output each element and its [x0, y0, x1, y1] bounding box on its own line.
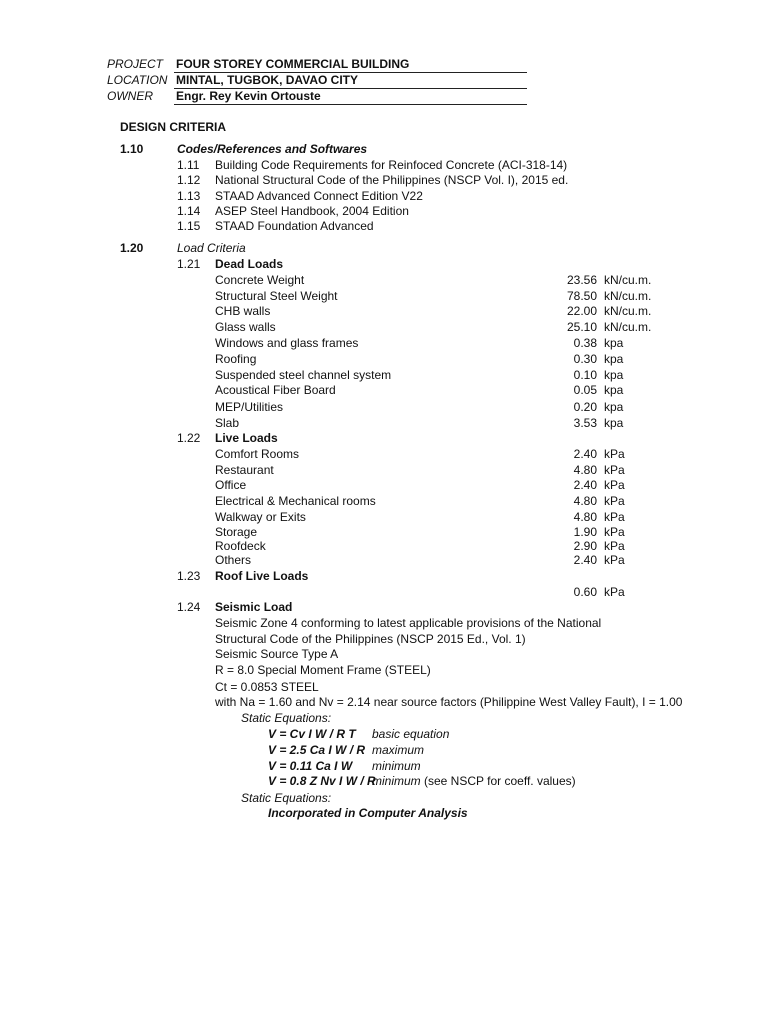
load-item-unit: kPa — [604, 525, 625, 539]
load-item-value: 2.40 — [573, 447, 597, 461]
equation-description: maximum — [372, 743, 425, 757]
seismic-text-line: Seismic Source Type A — [215, 647, 339, 661]
load-item-unit: kpa — [604, 336, 624, 350]
equation-description: minimum — [372, 759, 421, 773]
load-item-unit: kN/cu.m. — [604, 304, 652, 318]
load-item-unit: kPa — [604, 539, 625, 553]
load-item-value: 23.56 — [566, 273, 597, 287]
equation-description: minimum — [372, 774, 421, 788]
load-item-name: Walkway or Exits — [215, 510, 306, 524]
project-value: FOUR STOREY COMMERCIAL BUILDING — [176, 57, 410, 71]
load-item-value: 0.60 — [573, 585, 597, 599]
load-item-name: Comfort Rooms — [215, 447, 300, 461]
static-equations-label: Static Equations: — [241, 791, 332, 805]
subsection-number: 1.24 — [177, 600, 201, 614]
subsection-heading: Dead Loads — [215, 257, 284, 271]
equation-description: basic equation — [372, 727, 450, 741]
load-item-value: 4.80 — [573, 463, 597, 477]
location-value: MINTAL, TUGBOK, DAVAO CITY — [176, 73, 358, 87]
location-label: LOCATION — [107, 73, 168, 87]
load-item-name: Suspended steel channel system — [215, 368, 392, 382]
subsection-number: 1.21 — [177, 257, 201, 271]
equation: V = 2.5 Ca I W / R — [268, 743, 366, 757]
list-item: ASEP Steel Handbook, 2004 Edition — [215, 204, 409, 218]
seismic-text-line: Structural Code of the Philippines (NSCP 2015 Ed., Vol. 1) — [215, 632, 526, 646]
load-item-unit: kpa — [604, 400, 624, 414]
load-item-value: 2.40 — [573, 478, 597, 492]
load-item-name: Office — [215, 478, 247, 492]
list-item: STAAD Advanced Connect Edition V22 — [215, 189, 423, 203]
load-item-value: 4.80 — [573, 510, 597, 524]
load-item-name: Windows and glass frames — [215, 336, 359, 350]
list-item-number: 1.14 — [177, 204, 201, 218]
list-item-number: 1.11 — [177, 158, 200, 172]
owner-value: Engr. Rey Kevin Ortouste — [176, 89, 321, 103]
subsection-number: 1.22 — [177, 431, 201, 445]
load-item-value: 0.30 — [573, 352, 597, 366]
load-item-value: 4.80 — [573, 494, 597, 508]
list-item: National Structural Code of the Philippines (NSCP Vol. I), 2015 ed. — [215, 173, 569, 187]
seismic-text-line: with Na = 1.60 and Nv = 2.14 near source factors (Philippine West Valley Fault), I = 1.00 — [215, 695, 683, 709]
equation: V = Cv I W / R T — [268, 727, 356, 741]
load-item-unit: kN/cu.m. — [604, 273, 652, 287]
subsection-heading: Seismic Load — [215, 600, 293, 614]
seismic-text-line: R = 8.0 Special Moment Frame (STEEL) — [215, 663, 431, 677]
list-item-number: 1.12 — [177, 173, 201, 187]
load-item-unit: kN/cu.m. — [604, 320, 652, 334]
subsection-heading: Live Loads — [215, 431, 278, 445]
equation: V = 0.11 Ca I W — [268, 759, 353, 773]
project-label: PROJECT — [107, 57, 164, 71]
section-number: 1.20 — [120, 241, 144, 255]
section-heading: Codes/References and Softwares — [177, 142, 368, 156]
load-item-value: 78.50 — [566, 289, 597, 303]
seismic-text-line: Seismic Zone 4 conforming to latest applicable provisions of the National — [215, 616, 602, 630]
load-item-unit: kPa — [604, 494, 625, 508]
header-divider — [174, 104, 527, 105]
load-item-value: 0.38 — [573, 336, 597, 350]
load-item-name: CHB walls — [215, 304, 271, 318]
list-item: STAAD Foundation Advanced — [215, 219, 374, 233]
static-equations-label: Static Equations: — [241, 711, 332, 725]
equation-note: (see NSCP for coeff. values) — [424, 774, 576, 788]
load-item-value: 2.40 — [573, 553, 597, 567]
load-item-unit: kpa — [604, 383, 624, 397]
load-item-unit: kPa — [604, 553, 625, 567]
subsection-heading: Roof Live Loads — [215, 569, 309, 583]
seismic-text-line: Ct = 0.0853 STEEL — [215, 680, 319, 694]
load-item-value: 22.00 — [566, 304, 597, 318]
load-item-name: Storage — [215, 525, 258, 539]
document-title: DESIGN CRITERIA — [120, 120, 227, 134]
load-item-value: 2.90 — [573, 539, 597, 553]
section-heading: Load Criteria — [177, 241, 246, 255]
list-item-number: 1.13 — [177, 189, 201, 203]
load-item-unit: kPa — [604, 585, 625, 599]
load-item-unit: kpa — [604, 352, 624, 366]
load-item-value: 0.05 — [573, 383, 597, 397]
load-item-value: 0.10 — [573, 368, 597, 382]
section-number: 1.10 — [120, 142, 144, 156]
load-item-name: Restaurant — [215, 463, 274, 477]
subsection-number: 1.23 — [177, 569, 201, 583]
load-item-name: Acoustical Fiber Board — [215, 383, 336, 397]
load-item-unit: kpa — [604, 368, 624, 382]
load-item-value: 1.90 — [573, 525, 597, 539]
load-item-name: Concrete Weight — [215, 273, 305, 287]
load-item-name: Electrical & Mechanical rooms — [215, 494, 376, 508]
load-item-unit: kPa — [604, 463, 625, 477]
computer-analysis-note: Incorporated in Computer Analysis — [268, 806, 468, 820]
load-item-name: Structural Steel Weight — [215, 289, 338, 303]
load-item-name: MEP/Utilities — [215, 400, 284, 414]
load-item-unit: kPa — [604, 478, 625, 492]
load-item-name: Others — [215, 553, 252, 567]
load-item-value: 25.10 — [566, 320, 597, 334]
equation: V = 0.8 Z Nv I W / R — [268, 774, 376, 788]
load-item-value: 3.53 — [573, 416, 597, 430]
load-item-unit: kPa — [604, 510, 625, 524]
list-item: Building Code Requirements for Reinfoced Concrete (ACI-318-14) — [215, 158, 568, 172]
load-item-name: Roofdeck — [215, 539, 266, 553]
load-item-value: 0.20 — [573, 400, 597, 414]
list-item-number: 1.15 — [177, 219, 201, 233]
load-item-unit: kPa — [604, 447, 625, 461]
load-item-unit: kpa — [604, 416, 624, 430]
load-item-name: Roofing — [215, 352, 257, 366]
load-item-unit: kN/cu.m. — [604, 289, 652, 303]
owner-label: OWNER — [107, 89, 153, 103]
load-item-name: Slab — [215, 416, 240, 430]
load-item-name: Glass walls — [215, 320, 276, 334]
